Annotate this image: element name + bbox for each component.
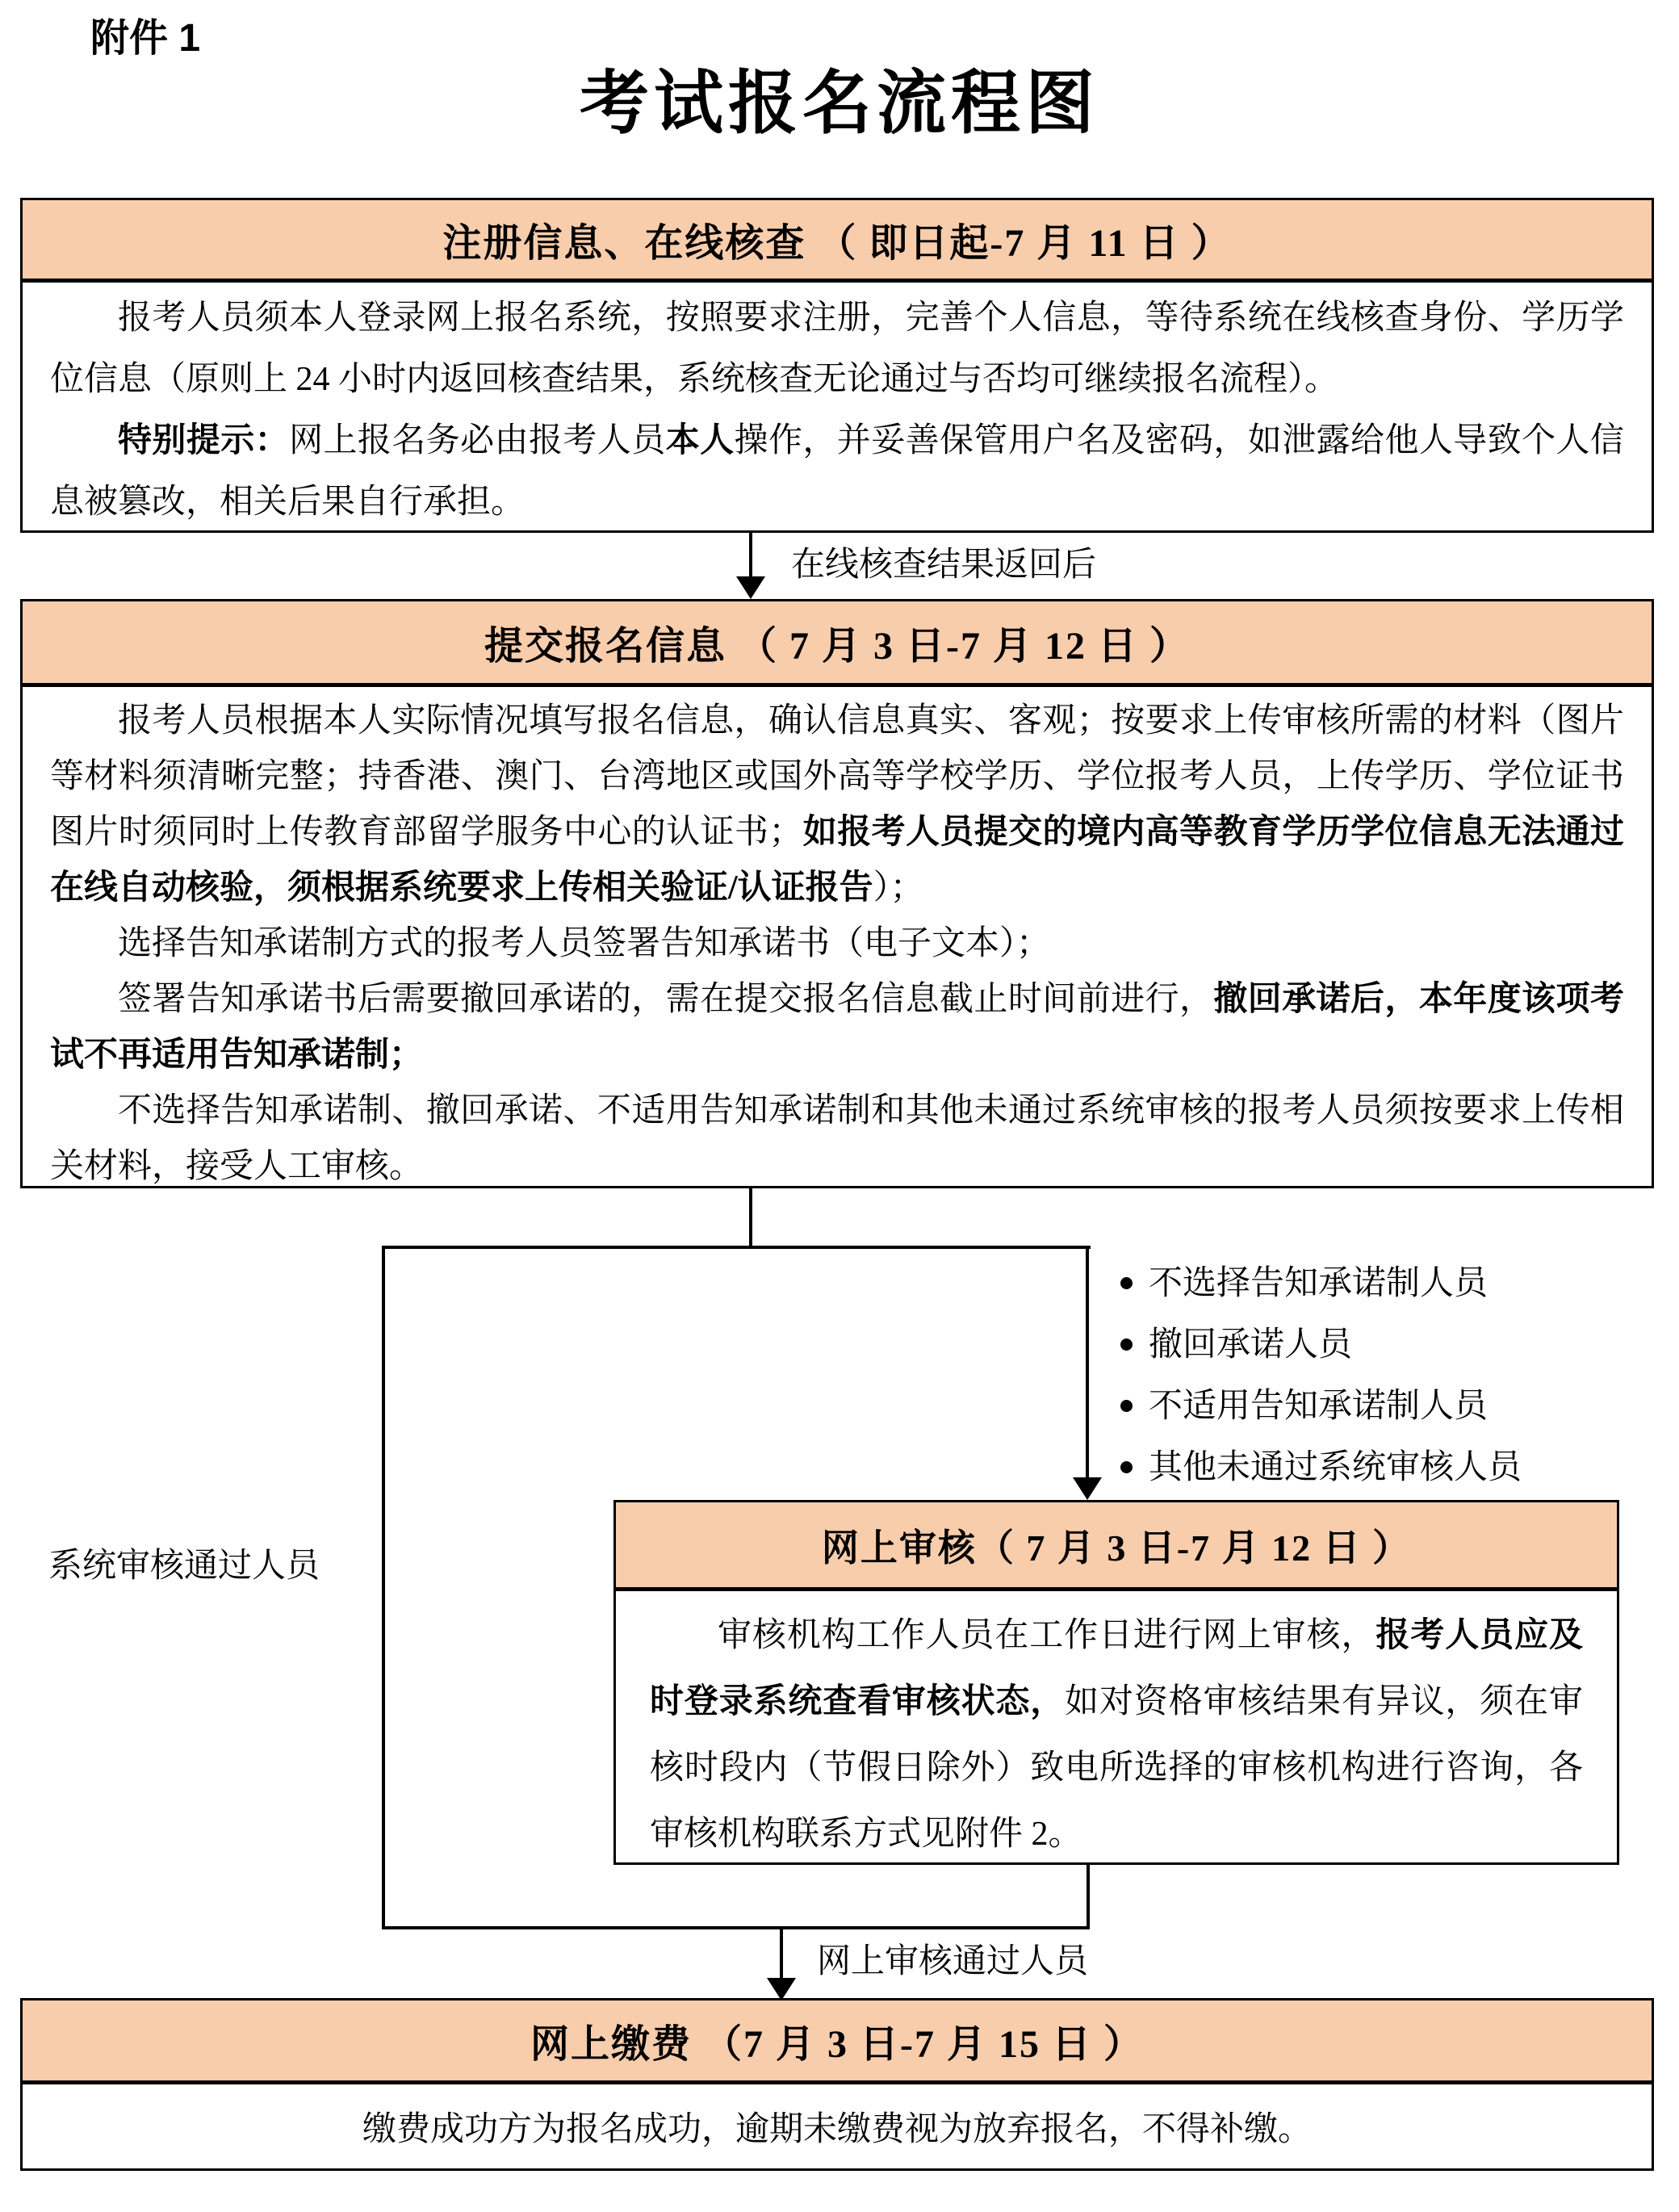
step4-box [20,1998,1654,2171]
step3-p1-run2: 报考人员应及时登录系统查看审核状态， [650,1617,1583,1720]
step2-p2-text: 选择告知承诺制方式的报考人员签署告知承诺书（电子文本）； [118,925,1051,962]
step2-p3-run1: 签署告知承诺书后需要撤回承诺的，需在提交报名信息截止时间前进行， [118,981,1214,1018]
step2-paragraph-1 [50,693,1624,916]
step1-p2-run3: 本人 [665,422,735,459]
arrow1-stem [749,533,752,578]
step1-header: 注册信息、在线核查 （ 即日起-7 月 11 日 ） [23,200,1652,283]
bullet-item-1 [1120,1253,1522,1314]
step4-p1-text: 缴费成功方为报名成功，逾期未缴费视为放弃报名，不得补缴。 [362,2111,1312,2148]
bullet-item-4 [1120,1437,1522,1498]
bullet-item-2-label: 撤回承诺人员 [1149,1326,1353,1364]
step4-body [23,2084,1652,2168]
left-branch-label: 系统审核通过人员 [48,1548,320,1585]
merge-label: 网上审核通过人员 [817,1943,1089,1980]
step2-body [23,687,1652,1195]
step1-paragraph-1 [50,287,1624,410]
bullet-item-4-label: 其他未通过系统审核人员 [1149,1449,1522,1486]
step2-paragraph-4 [50,1083,1624,1195]
step3-paragraph-1 [650,1602,1583,1867]
step1-box [20,198,1654,533]
bullet-item-3 [1120,1376,1522,1437]
step2-p3-run2: 撤回承诺后，本年度该项考试不再适用告知承诺制； [50,981,1624,1074]
step3-body [616,1591,1617,1867]
step2-p4-text: 不选择告知承诺制、撤回承诺、不适用告知承诺制和其他未通过系统审核的报考人员须按要求上传相关材料，接受人工审核。 [50,1092,1624,1185]
right-branch-arrow-head-icon [1073,1477,1102,1500]
step2-paragraph-2 [50,916,1624,972]
right-branch-line [1086,1246,1089,1478]
split-horizontal-line [382,1246,1091,1249]
step3-box [613,1500,1619,1865]
step3-p1-run3: 如对资格审核结果有异议，须在审核时段内（节假日除外）致电所选择的审核机构进行咨询，各审核机构联系方式见附件 2。 [650,1683,1583,1853]
step2-p1-run1: 报考人员根据本人实际情况填写报名信息，确认信息真实、客观；按要求上传审核所需的材料（图片等材料须清晰完整；持香港、澳门、台湾地区或国外高等学校学历、学位报考人员，上传学历、学位证书图片时须同时上传教育部留学服务中心的认证书； [50,702,1624,851]
step3-down-line [1087,1865,1090,1929]
bullet-item-2 [1120,1314,1522,1376]
step4-header: 网上缴费 （7 月 3 日-7 月 15 日 ） [23,2000,1652,2084]
step3-header: 网上审核（ 7 月 3 日-7 月 12 日 ） [616,1502,1617,1591]
merge-horizontal-line [382,1926,1090,1929]
split-stem [749,1188,752,1249]
right-branch-bullet-list [1120,1253,1522,1498]
bullet-dot-icon [1120,1277,1133,1289]
step1-p2-run1: 特别提示： [118,422,290,459]
step1-p2-run4: 操作，并妥善保管用户名及密码，如泄露给他人导致个人信息被篡改，相关后果自行承担。 [50,422,1624,521]
step2-paragraph-3 [50,972,1624,1083]
merge-stem [780,1926,783,1979]
left-branch-line [382,1246,385,1929]
bullet-item-3-label: 不适用告知承诺制人员 [1149,1388,1488,1425]
step1-body [23,283,1652,533]
step1-p2-run2: 网上报名务必由报考人员 [289,422,666,459]
bullet-dot-icon [1120,1461,1133,1473]
arrow1-head-icon [736,576,765,599]
bullet-dot-icon [1120,1400,1133,1412]
step3-p1-run1: 审核机构工作人员在工作日进行网上审核， [718,1617,1376,1654]
merge-arrow-head-icon [767,1978,796,2000]
step2-box [20,599,1654,1188]
step2-p1-run3: ）； [873,869,924,907]
arrow1-label: 在线核查结果返回后 [791,547,1097,584]
page-title: 考试报名流程图 [580,65,1099,142]
attachment-label: 附件 1 [90,17,201,60]
step2-p1-run2: 如报考人员提交的境内高等教育学历学位信息无法通过在线自动核验，须根据系统要求上传相关验证/认证报告 [50,814,1624,907]
step2-header: 提交报名信息 （ 7 月 3 日-7 月 12 日 ） [23,601,1652,687]
bullet-dot-icon [1120,1339,1133,1351]
bullet-item-1-label: 不选择告知承诺制人员 [1149,1265,1488,1302]
step1-p1-text: 报考人员须本人登录网上报名系统，按照要求注册，完善个人信息，等待系统在线核查身份、学历学位信息（原则上 24 小时内返回核查结果，系统核查无论通过与否均可继续报名流程）。 [50,300,1624,398]
step1-paragraph-2 [50,410,1624,533]
